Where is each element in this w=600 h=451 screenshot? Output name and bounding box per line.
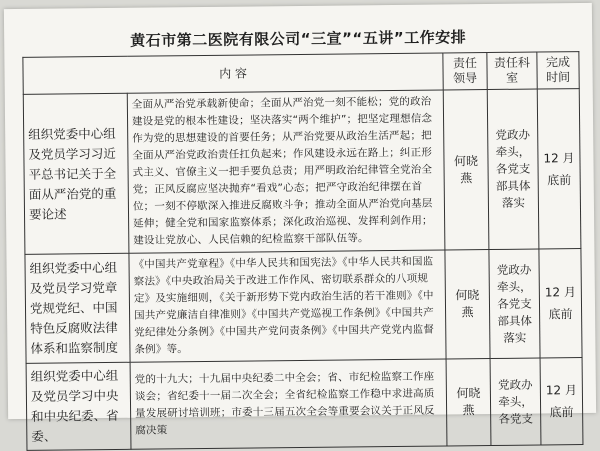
- table-row: [23, 89, 581, 255]
- header-content: 内 容: [23, 53, 443, 94]
- row-task: 组织党委中心组及党员学习党章党规党纪、中国特色反腐败法律体系和监察制度: [25, 253, 130, 363]
- row-leader: 何晓燕: [446, 359, 491, 446]
- row-time: 12 月底前: [539, 249, 582, 358]
- row-task: 组织党委中心组及党员学习习近平总书记关于全面从严治党的重要论述: [23, 93, 129, 254]
- table-row: [26, 358, 583, 451]
- document-page: [4, 3, 596, 444]
- table-row: [25, 249, 582, 364]
- document-title: 黄石市第二医院有限公司“三宣”“五讲”工作安排: [130, 28, 467, 50]
- table-header-row: [23, 52, 579, 95]
- row-content: 党的十九大；十九届中央纪委二中全会；省、市纪检监察工作座谈会；省纪委十一届二次全会；全省纪检监察工作稳中求进高质量发展研讨培训班；市委十三届五次全会等重要会议关于正风反腐决策: [130, 359, 447, 449]
- row-content: 全面从严治党承载新使命；全面从严治党一刻不能松；党的政治建设是党的根本性建设；坚决落实“两个维护”；把坚定理想信念作为党的思想建设的首要任务；从严治党要从政治生活严起；把全面从严治党政治责任扛负起来；作风建设永远在路上；纠正形式主义、官僚主义一把手要负总责；用严明政治纪律管全党治全党；正风反腐应坚决抛弃“看戏”心态；把严守政治纪律摆在首位；一刻不停歇深入推进反腐败斗争；推动全面从严治党向基层延伸；健全党和国家监察体系；深化政治巡视、发挥利剑作用；建设让党放心、人民信赖的纪检监察干部队伍等。: [127, 90, 445, 253]
- row-time: 12 月底前: [540, 358, 583, 445]
- row-leader: 何晓燕: [443, 90, 489, 250]
- row-time: 12 月底前: [537, 89, 581, 249]
- header-time: 完成时间: [537, 52, 579, 89]
- work-arrangement-table: [22, 51, 583, 451]
- row-dept: 党政办牵头，各党支部具体落实: [487, 89, 539, 250]
- row-content: 《中国共产党章程》《中华人民共和国宪法》《中华人民共和国监察法》《中央政治局关于改进工作作风、密切联系群众的八项规定》及实施细则，《关于新形势下党内政治生活的若干准则》《中国共产党廉洁自律准则》《中国共产党巡视工作条例》《中国共产党纪律处分条例》《中国共产党问责条例》《中国共产党党内监督条例》等。: [129, 250, 446, 362]
- header-leader: 责任领导: [443, 53, 487, 90]
- header-dept: 责任科室: [487, 52, 537, 90]
- row-task: 组织党委中心组及党员学习中央和中央纪委、省委、: [26, 362, 131, 450]
- row-leader: 何晓燕: [445, 250, 490, 359]
- row-dept: 党政办牵头，各党支: [490, 358, 541, 446]
- row-dept: 党政办牵头，各党支部具体落实: [489, 249, 540, 359]
